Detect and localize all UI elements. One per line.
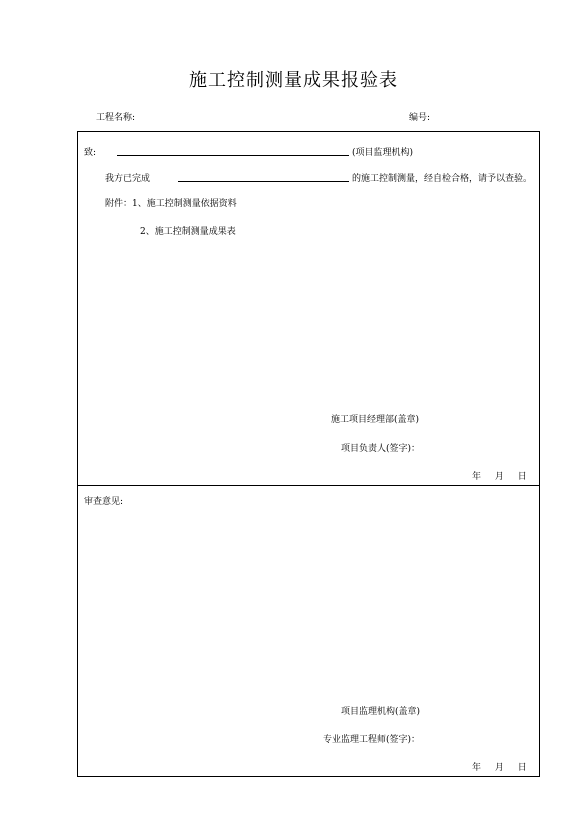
completed-work-blank[interactable]: [178, 181, 349, 182]
completed-suffix: 的施工控制测量，经自检合格，请予以查验。: [352, 174, 533, 184]
project-leader-signature-label: 项目负责人(签字)：: [341, 444, 421, 454]
page-title: 施工控制测量成果报验表: [189, 70, 398, 91]
org-seal-label: 项目监理机构(盖章): [341, 707, 421, 717]
number-label: 编号:: [409, 113, 431, 123]
attachment-1: 附件：1、施工控制测量依据资料: [105, 199, 237, 209]
supervisor-org-suffix: (项目监理机构): [352, 148, 414, 158]
month-label: 月: [494, 763, 504, 773]
month-label: 月: [494, 472, 504, 482]
submission-section: [77, 131, 540, 486]
engineer-signature-label: 专业监理工程师(签字)：: [323, 735, 421, 745]
to-label: 致:: [84, 148, 97, 158]
attachment-2: 2、施工控制测量成果表: [140, 227, 236, 237]
dept-seal-label: 施工项目经理部(盖章): [331, 415, 420, 425]
year-label: 年: [472, 472, 482, 482]
review-section: [77, 485, 540, 777]
year-label: 年: [472, 763, 482, 773]
submission-date: [472, 469, 527, 482]
completed-prefix: 我方已完成: [105, 174, 151, 184]
supervisor-org-blank[interactable]: [117, 155, 349, 156]
day-label: 日: [517, 763, 527, 773]
project-name-label: 工程名称:: [96, 113, 136, 123]
day-label: 日: [517, 472, 527, 482]
review-date: [472, 760, 527, 773]
review-opinion-label: 审查意见:: [84, 497, 124, 507]
